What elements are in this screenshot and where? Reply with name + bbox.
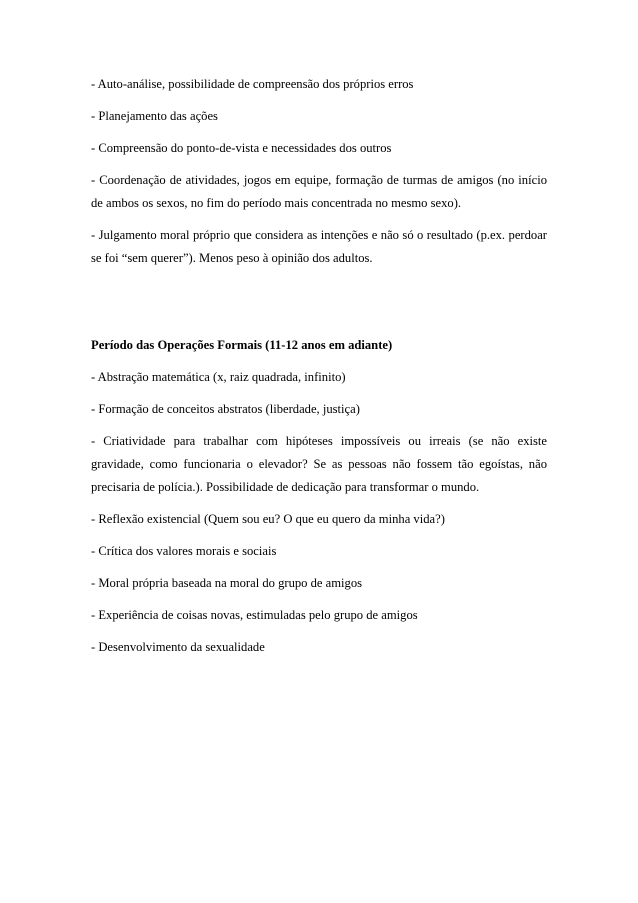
list-item: - Auto-análise, possibilidade de compreensão dos próprios erros [91,77,414,91]
list-item: - Criatividade para trabalhar com hipóteses impossíveis ou irreais (se não existe gravidade, como funcionaria o elevador? Se as pessoas não fossem tão egoístas, não precisaria de polícia.). Possibilidade de dedicação para transformar o mundo. [91,434,547,494]
list-item: - Julgamento moral próprio que considera as intenções e não só o resultado (p.ex. perdoar se foi “sem querer”). Menos peso à opinião dos adultos. [91,228,547,265]
list-item: - Experiência de coisas novas, estimuladas pelo grupo de amigos [91,608,418,622]
list-item: - Reflexão existencial (Quem sou eu? O que eu quero da minha vida?) [91,512,445,526]
list-item: - Abstração matemática (x, raiz quadrada, infinito) [91,370,346,384]
list-item: - Compreensão do ponto-de-vista e necessidades dos outros [91,141,392,155]
section-spacer [91,279,547,334]
list-item: - Coordenação de atividades, jogos em equipe, formação de turmas de amigos (no início de ambos os sexos, no fim do período mais concentrada no mesmo sexo). [91,173,547,210]
list-item: - Formação de conceitos abstratos (liberdade, justiça) [91,402,360,416]
list-item: - Planejamento das ações [91,109,218,123]
list-item: - Crítica dos valores morais e sociais [91,544,277,558]
list-item: - Desenvolvimento da sexualidade [91,640,265,654]
section-heading: Período das Operações Formais (11-12 anos em adiante) [91,338,393,352]
list-item: - Moral própria baseada na moral do grupo de amigos [91,576,363,590]
document-body [91,73,547,668]
